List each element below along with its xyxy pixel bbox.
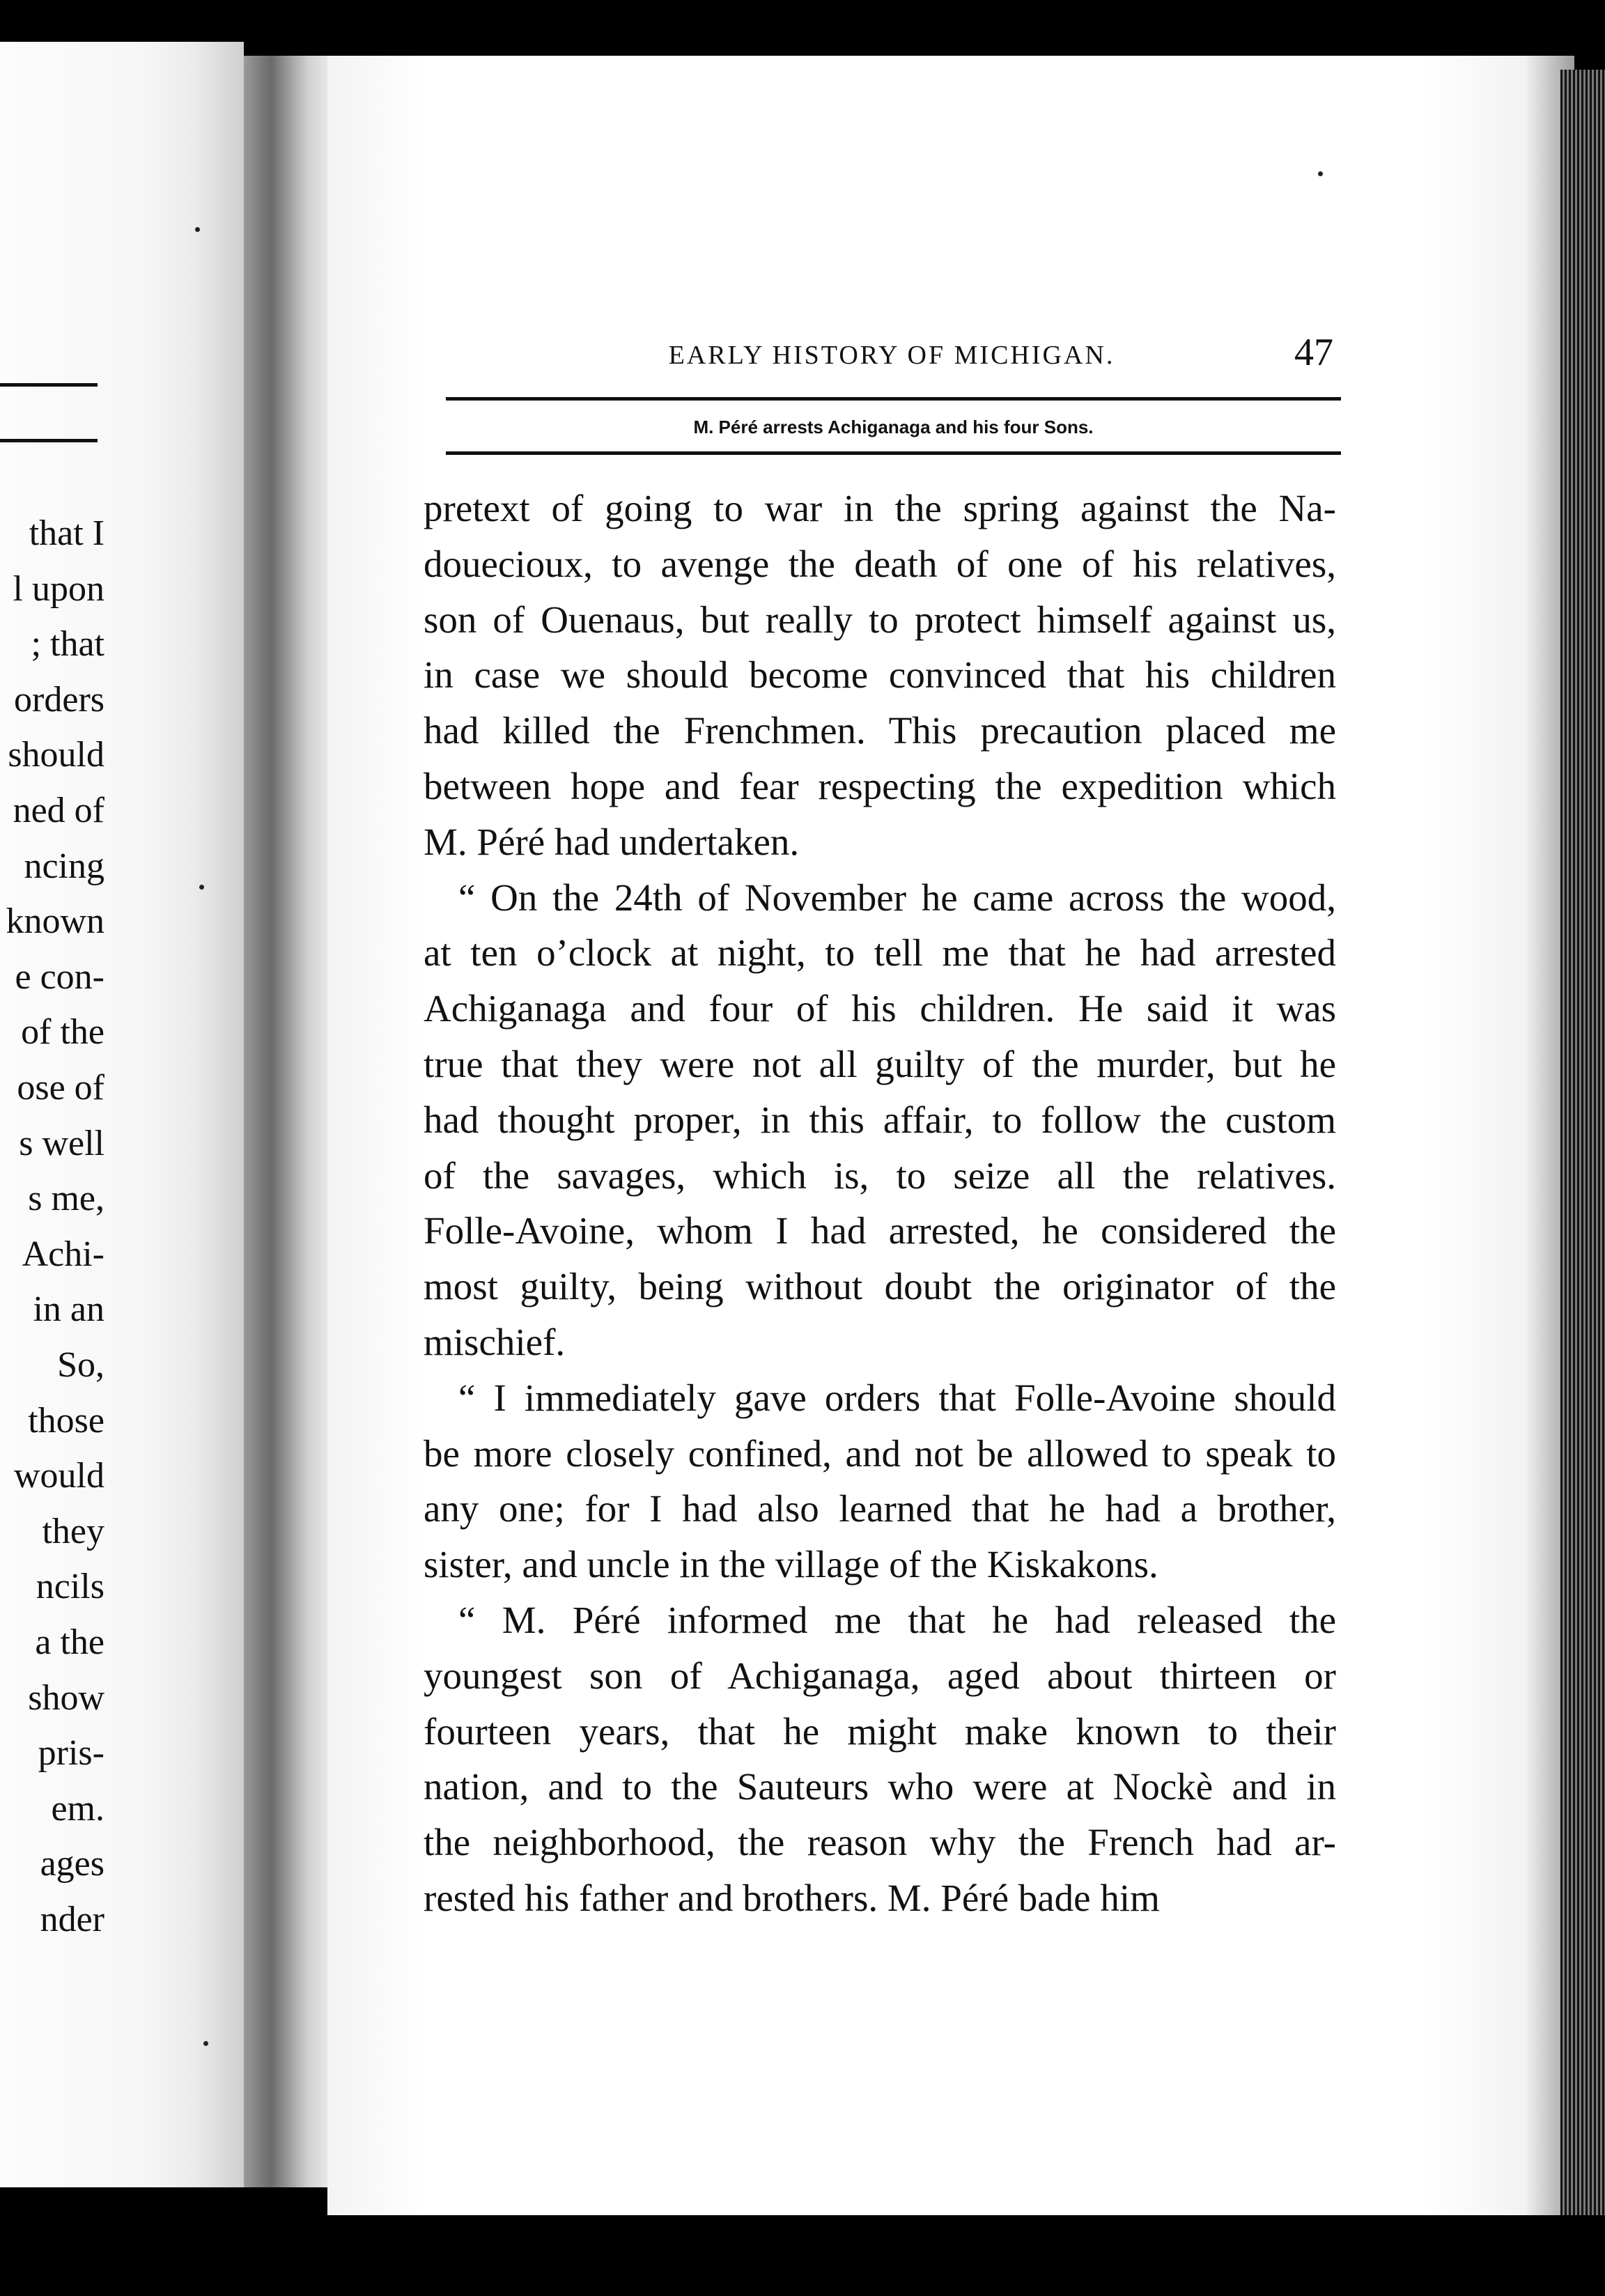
text-line: at ten o’clock at night, to tell me that he had arrested (424, 931, 1336, 975)
text-line: M. Péré had undertaken. (424, 820, 800, 863)
text-line: in case we should become convinced that his children (424, 653, 1336, 697)
facing-page-line: e con- (15, 956, 104, 997)
facing-page-rule-top (0, 383, 98, 387)
paragraph (424, 870, 1336, 1370)
facing-page-line: ; that (31, 624, 104, 665)
facing-page-line: So, (57, 1345, 104, 1385)
text-line: Achiganaga and four of his children. He said it was (424, 987, 1336, 1030)
text-line: Folle-Avoine, whom I had arrested, he considered the (424, 1209, 1336, 1252)
facing-page-line: orders (14, 679, 104, 720)
facing-page-line: ncing (24, 846, 104, 886)
facing-page-rule-bottom (0, 439, 98, 442)
facing-page-line: in an (33, 1289, 104, 1330)
text-line: nation, and to the Sauteurs who were at Nockè and in (424, 1765, 1336, 1808)
facing-page-line: would (14, 1456, 104, 1496)
text-line: son of Ouenaus, but really to protect himself against us, (424, 598, 1336, 641)
facing-page-line: those (28, 1400, 104, 1441)
body-text (424, 481, 1336, 1926)
text-line: pretext of going to war in the spring against the Na- (424, 487, 1336, 529)
text-line: fourteen years, that he might make known to their (424, 1709, 1336, 1753)
facing-page-line: Achi- (22, 1234, 104, 1274)
text-line: most guilty, being without doubt the originator of the (424, 1265, 1336, 1308)
header-rule-bottom (446, 451, 1341, 455)
running-head: EARLY HISTORY OF MICHIGAN. (668, 341, 1115, 370)
paragraph (424, 1592, 1336, 1926)
facing-page-line: em. (51, 1788, 104, 1829)
text-line: “ On the 24th of November he came across the wood, (458, 876, 1336, 919)
facing-page-line: show (28, 1677, 104, 1718)
text-line: rested his father and brothers. M. Péré bade him (424, 1876, 1160, 1919)
section-headline: M. Péré arrests Achiganaga and his four Sons. (693, 417, 1094, 437)
header-rule-top (446, 397, 1341, 401)
facing-page-line: of the (21, 1012, 104, 1053)
facing-page-line: ose of (17, 1068, 104, 1108)
ink-speck (195, 227, 200, 232)
facing-page-line: s well (19, 1123, 104, 1163)
text-line: had killed the Frenchmen. This precaution placed me (424, 709, 1336, 752)
page-number: 47 (1294, 331, 1333, 374)
ink-speck (199, 885, 204, 890)
text-line: douecioux, to avenge the death of one of his relatives, (424, 542, 1336, 585)
text-line: any one; for I had also learned that he had a brother, (424, 1487, 1336, 1530)
ink-speck (203, 2041, 208, 2046)
facing-page-line: should (8, 735, 104, 775)
facing-page-line: l upon (13, 568, 104, 609)
facing-page (0, 42, 244, 2187)
paragraph (424, 1370, 1336, 1592)
text-line: “ M. Péré informed me that he had released the (458, 1598, 1336, 1641)
text-line: the neighborhood, the reason why the French had ar- (424, 1821, 1336, 1864)
text-line: of the savages, which is, to seize all the relatives. (424, 1154, 1336, 1197)
text-line: sister, and uncle in the village of the Kiskakons. (424, 1543, 1158, 1586)
facing-page-line: ncils (36, 1567, 104, 1607)
facing-page-line: pris- (38, 1733, 104, 1774)
facing-page-line: they (42, 1511, 104, 1551)
text-line: true that they were not all guilty of the murder, but he (424, 1042, 1336, 1085)
facing-page-line: ned of (13, 791, 104, 830)
text-line: had thought proper, in this affair, to follow the custom (424, 1098, 1336, 1141)
facing-page-line: ages (40, 1844, 104, 1884)
text-line: “ I immediately gave orders that Folle-Avoine should (458, 1376, 1336, 1419)
facing-page-line: that I (29, 513, 104, 553)
paragraph (424, 481, 1336, 870)
facing-page-line: nder (40, 1900, 104, 1939)
book-gutter-shadow (244, 56, 334, 2187)
text-line: between hope and fear respecting the expedition which (424, 764, 1336, 807)
facing-page-line: a the (35, 1622, 104, 1662)
ink-speck (1318, 171, 1323, 176)
text-line: youngest son of Achiganaga, aged about thirteen or (424, 1654, 1336, 1697)
text-line: mischief. (424, 1320, 566, 1363)
page-edge-stack (1560, 70, 1605, 2215)
facing-page-line: s me, (28, 1179, 104, 1219)
facing-page-line: known (6, 901, 104, 942)
text-line: be more closely confined, and not be allowed to speak to (424, 1432, 1336, 1475)
